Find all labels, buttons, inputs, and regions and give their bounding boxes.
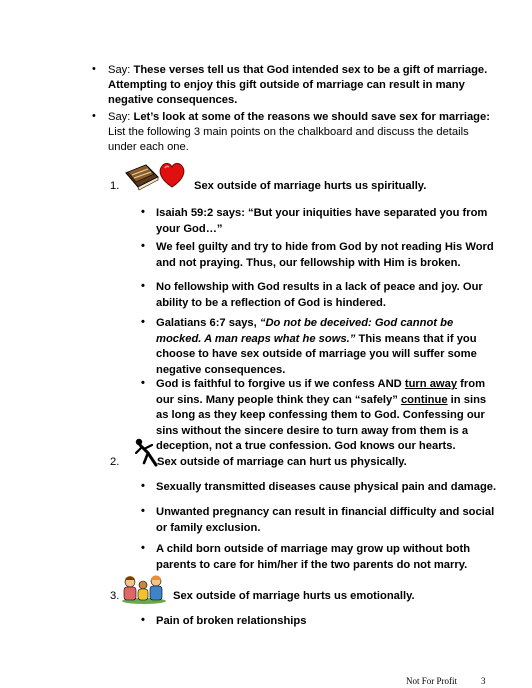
say-label: Say: xyxy=(108,111,131,123)
bullet-dot: • xyxy=(141,240,145,252)
galatians-pre: Galatians 6:7 says, xyxy=(156,317,260,329)
galatians-quote: “Do not be deceived: God cannot be mocked. A man reaps what he sows.” xyxy=(156,317,454,345)
bullet-dot: • xyxy=(141,542,145,554)
detail-text: We feel guilty and try to hide from God by not reading His Word and not praying. Thus, our fellowship with Him is broken. xyxy=(156,241,494,269)
bible-heart-icon xyxy=(124,157,186,193)
intro-text-2 xyxy=(108,110,500,155)
forgive-a: God is faithful to forgive us if we confess AND xyxy=(156,378,405,390)
bullet-dot: • xyxy=(141,614,145,626)
bullet-dot: • xyxy=(141,480,145,492)
detail-text: Isaiah 59:2 says: “But your iniquities have separated you from your God…” xyxy=(156,207,488,235)
intro-normal-2: List the following 3 main points on the chalkboard and discuss the details under each one. xyxy=(108,126,469,153)
bullet-dot: • xyxy=(92,63,96,75)
footer-label: Not For Profit xyxy=(406,676,458,686)
point-1-number: 1. xyxy=(110,180,120,192)
point-2-number: 2. xyxy=(110,456,120,468)
page-number: 3 xyxy=(481,676,486,686)
point-3-title: Sex outside of marriage hurts us emotionally. xyxy=(173,590,415,602)
point-3-number: 3. xyxy=(110,590,120,602)
point-1-title: Sex outside of marriage hurts us spiritually. xyxy=(194,180,427,192)
galatians-text xyxy=(156,316,501,378)
bullet-dot: • xyxy=(92,110,96,122)
detail-text: No fellowship with God results in a lack of peace and joy. Our ability to be a reflection of God is hindered. xyxy=(156,281,483,309)
intro-bold-2: Let’s look at some of the reasons we should save sex for marriage: xyxy=(133,111,490,123)
bullet-dot: • xyxy=(141,206,145,218)
bullet-dot: • xyxy=(141,280,145,292)
galatians-post: This means that if you choose to have sex outside of marriage you will suffer some negative consequences. xyxy=(156,332,477,376)
bullet-dot: • xyxy=(141,377,145,389)
forgive-u1: turn away xyxy=(404,378,458,390)
family-group-icon xyxy=(121,574,167,604)
detail-text: Unwanted pregnancy can result in financial difficulty and social or family exclusion. xyxy=(156,506,495,534)
detail-text: Pain of broken relationships xyxy=(156,615,307,627)
point-2-title: Sex outside of marriage can hurt us physically. xyxy=(157,456,407,468)
detail-text: A child born outside of marriage may grow up without both parents to care for him/her if the two parents do not marry. xyxy=(156,543,471,571)
forgive-u2: continue xyxy=(400,393,448,406)
bullet-dot: • xyxy=(141,505,145,517)
intro-bold-1: These verses tell us that God intended sex to be a gift of marriage. Attempting to enjoy this gift outside of marriage can result in many negative consequences. xyxy=(108,64,488,106)
bullet-dot: • xyxy=(141,316,145,328)
forgive-text xyxy=(156,377,501,455)
detail-text: Sexually transmitted diseases cause physical pain and damage. xyxy=(156,481,497,493)
intro-text-1 xyxy=(108,63,500,108)
say-label: Say: xyxy=(108,64,131,76)
forgive-b: from our sins. Many people think they can “safely” xyxy=(156,378,486,406)
forgive-c: in sins as long as they keep confessing them to God. Confessing our sins without the sincere desire to turn away from them is a deception, not a true confession. God knows our hearts. xyxy=(156,393,487,452)
